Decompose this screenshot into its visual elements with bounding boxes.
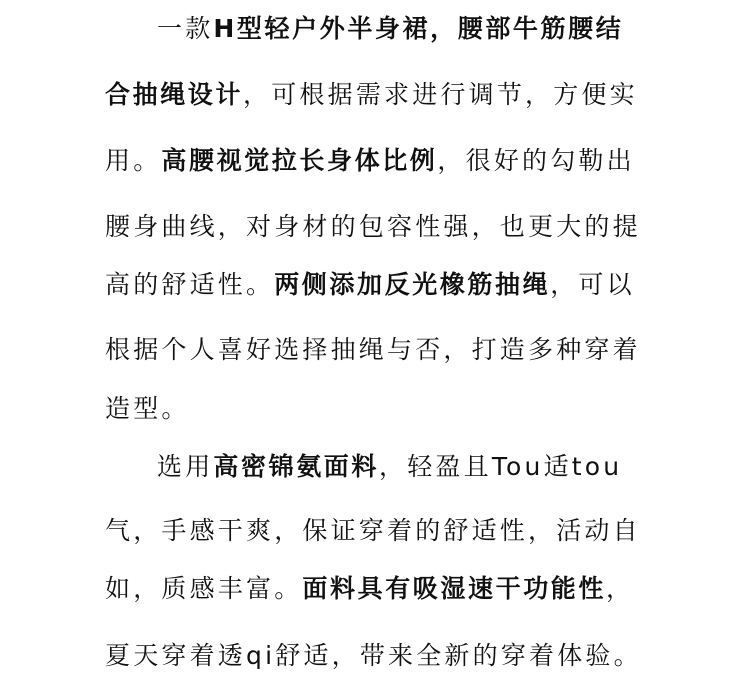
text-segment: 气，手感干爽，保证穿着的舒适性，活动自 [105,516,641,545]
bold-text-segment: H型轻户外半身裙，腰部牛筋腰结 [213,14,624,43]
text-segment: ，可根据需求进行调节，方便实 [243,80,638,109]
text-segment: 造型。 [105,394,190,423]
text-segment: 腰身曲线，对身材的包容性强，也更大的提 [105,212,641,241]
paragraph-2-line-3 [105,574,634,604]
text-segment: ，可以 [550,270,635,299]
paragraph-2-line-1 [157,452,622,482]
paragraph-1-line-1 [157,14,623,44]
text-segment: 高的舒适性。 [105,270,275,299]
text-segment: ，很好的勾勒出 [437,146,635,175]
paragraph-2-line-4 [105,641,642,671]
bold-text-segment: 高密锦氨面料 [213,452,380,481]
paragraph-1-line-7 [105,394,190,424]
paragraph-1-line-6 [105,335,641,365]
paragraph-1-line-5 [105,270,635,300]
text-segment: 用。 [105,146,162,175]
bold-text-segment: 合抽绳设计 [105,80,244,109]
text-segment: 如，质感丰富。 [105,574,303,603]
paragraph-1-line-2 [105,80,638,110]
text-segment: 一款 [157,14,214,43]
bold-text-segment: 高腰视觉拉长身体比例 [161,146,438,175]
text-segment: 根据个人喜好选择抽绳与否，打造多种穿着 [105,335,641,364]
paragraph-2-line-2 [105,516,641,546]
bold-text-segment: 面料具有吸湿速干功能性 [302,574,607,603]
paragraph-1-line-4 [105,212,641,242]
text-segment: ，轻盈且Tou适tou [379,452,623,481]
text-segment: 夏天穿着透qi舒适，带来全新的穿着体验。 [105,641,642,670]
paragraph-1-line-3 [105,146,635,176]
text-segment: 选用 [157,452,214,481]
bold-text-segment: 两侧添加反光橡筋抽绳 [274,270,551,299]
text-segment: ， [606,574,635,603]
